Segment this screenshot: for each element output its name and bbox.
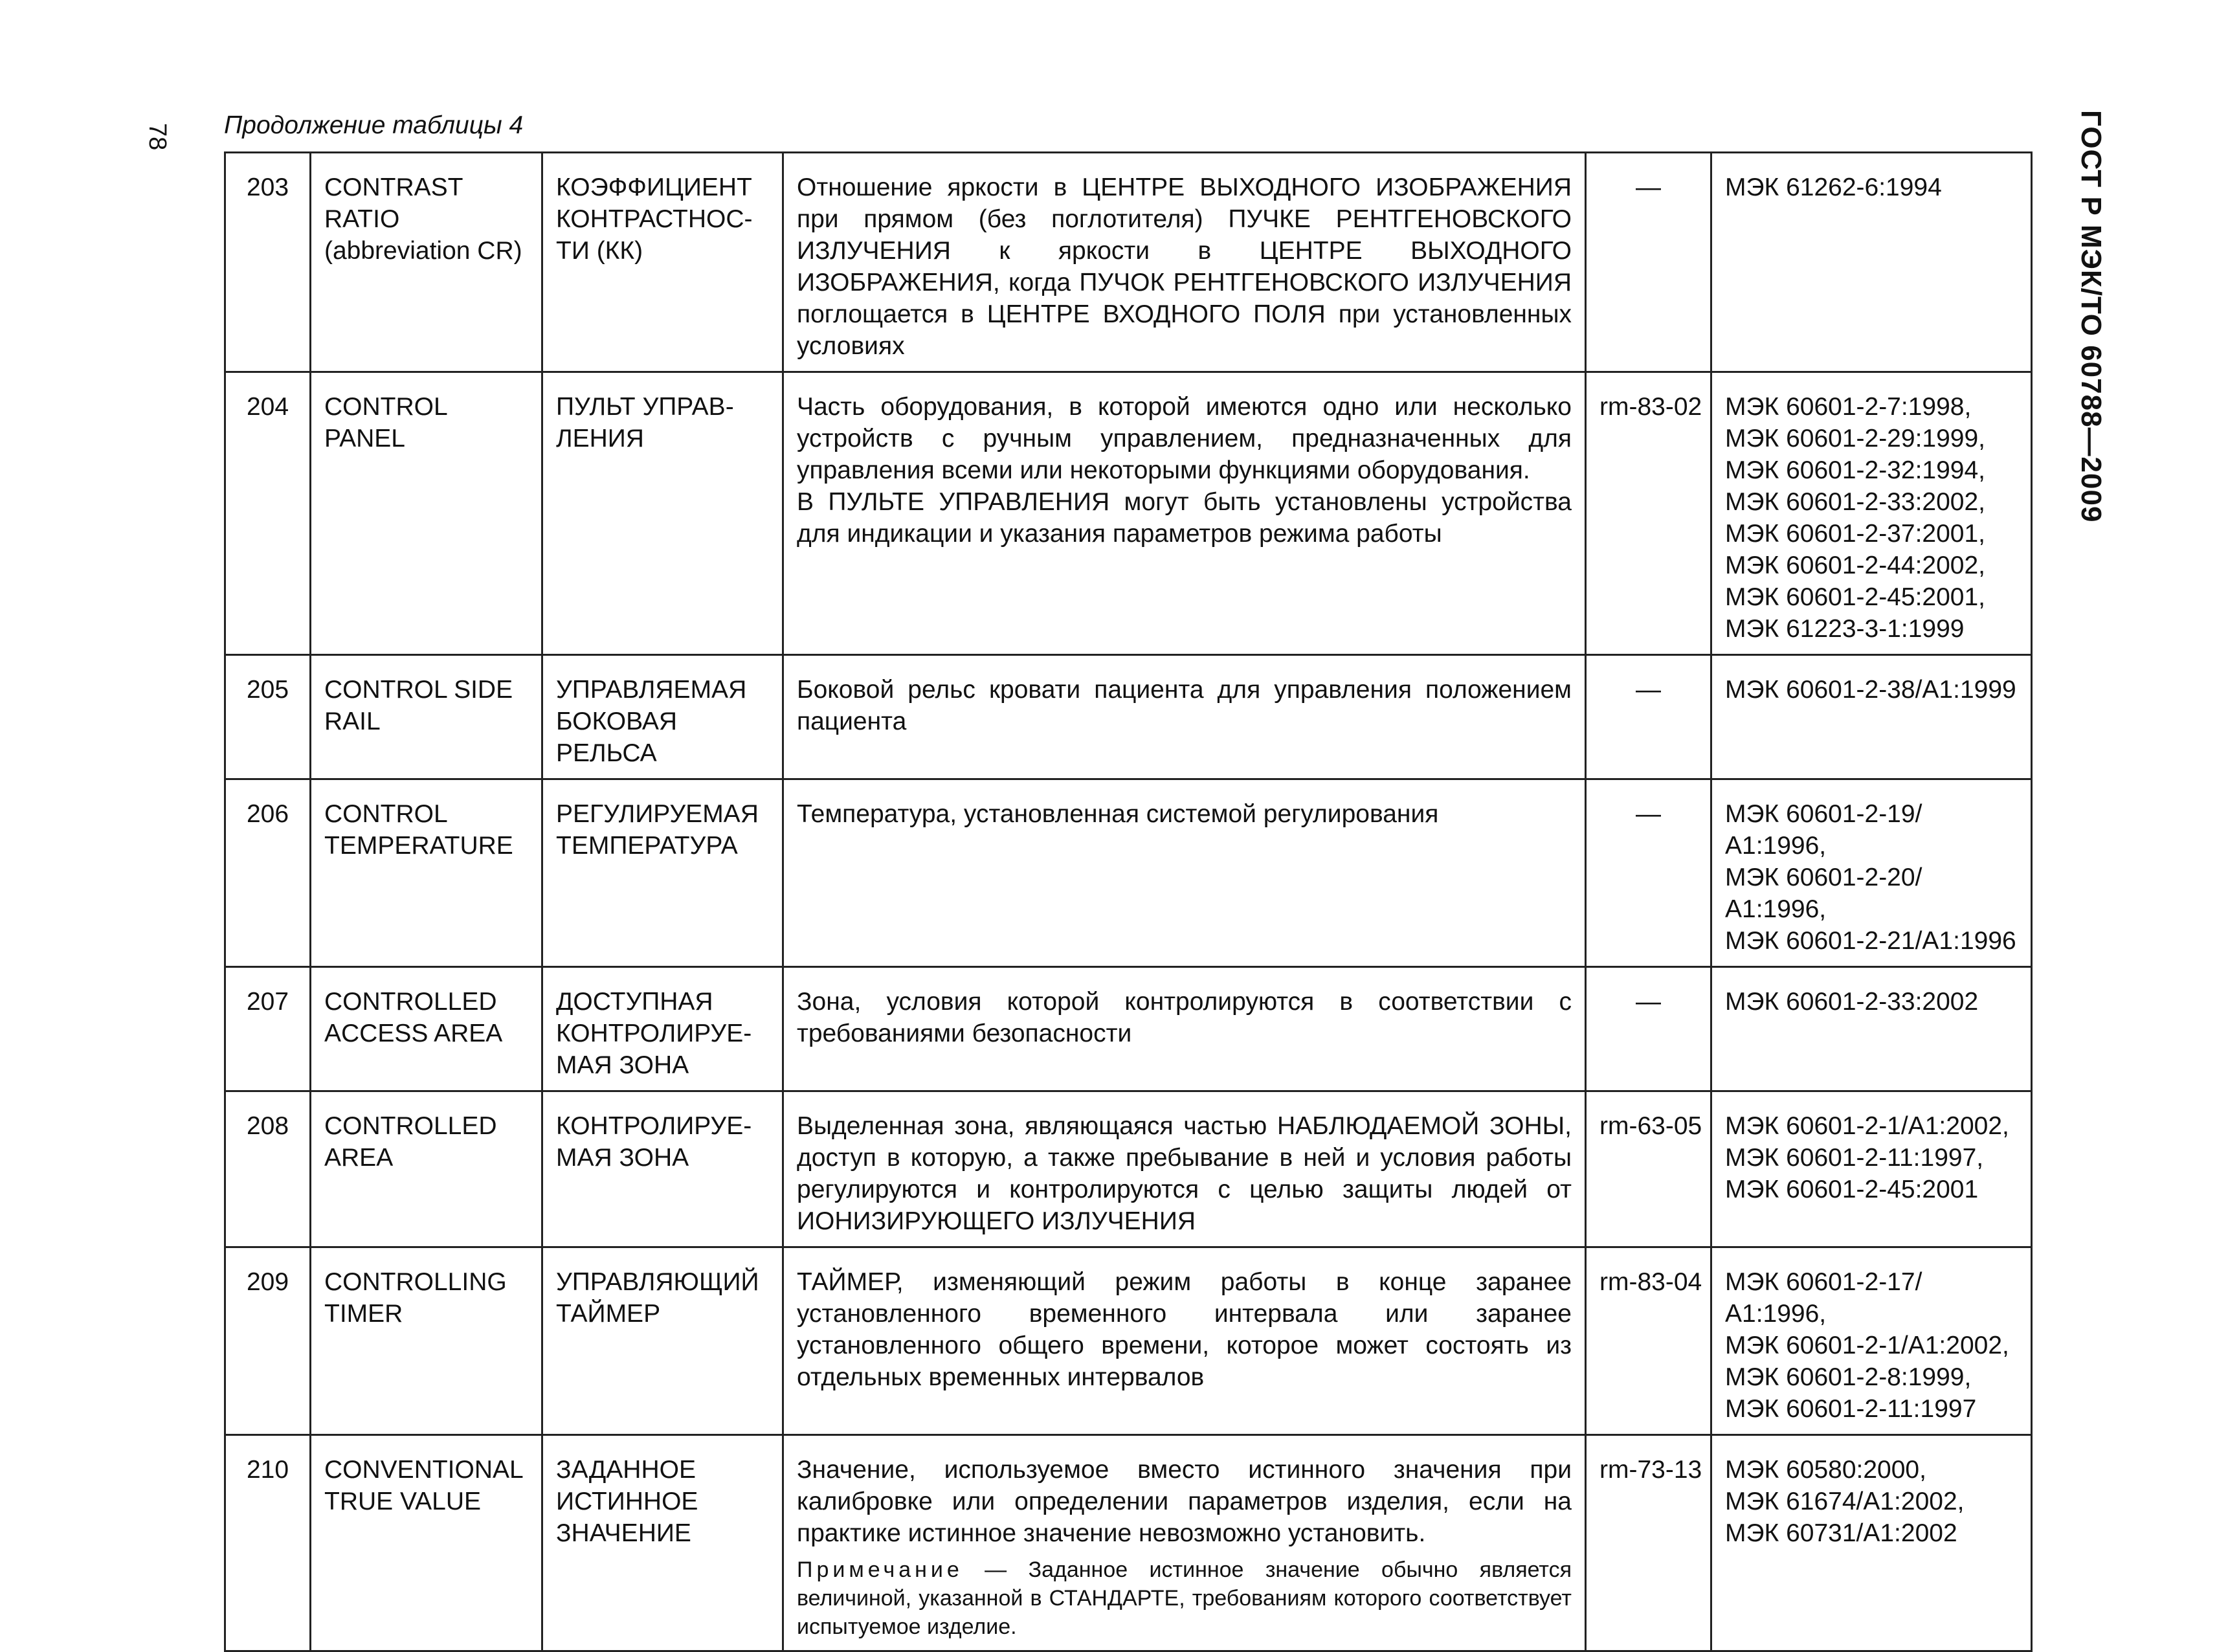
term-english: CONTROLLED AREA xyxy=(311,1091,542,1247)
term-russian: ДОСТУПНАЯ КОНТРОЛИРУЕ- МАЯ ЗОНА xyxy=(542,967,783,1091)
definition-note xyxy=(797,1556,1572,1641)
definition-text: Температура, установленная системой регулирования xyxy=(797,800,1439,828)
term-number: 204 xyxy=(225,372,311,655)
term-english: CONTROL SIDE RAIL xyxy=(311,655,542,779)
term-english: CONTROL TEMPERATURE xyxy=(311,779,542,967)
term-russian: УПРАВЛЯЕМАЯ БОКОВАЯ РЕЛЬСА xyxy=(542,655,783,779)
term-definition xyxy=(783,1247,1586,1435)
note-text: — Заданное истинное значение обычно является величиной, указанной в СТАНДАРТЕ, требованиям которого соответствует испытуемое изделие. xyxy=(797,1557,1572,1639)
table-row xyxy=(225,1247,2032,1435)
term-definition xyxy=(783,779,1586,967)
table-row xyxy=(225,1091,2032,1247)
term-number: 205 xyxy=(225,655,311,779)
term-russian: РЕГУЛИРУЕМАЯ ТЕМПЕРАТУРА xyxy=(542,779,783,967)
definition-text: Часть оборудования, в которой имеются одно или несколько устройств с ручным управлением, предназначенных для управления всеми или некоторыми функциями оборудования. xyxy=(797,393,1572,484)
term-reference-code: — xyxy=(1586,967,1711,1091)
definition-text: Выделенная зона, являющаяся частью НАБЛЮДАЕМОЙ ЗОНЫ, доступ в которую, а также пребывание в ней и условия работы регулируются и контролируются с целью защиты людей от ИОНИЗИРУЮЩЕГО ИЗЛУЧЕНИЯ xyxy=(797,1112,1572,1235)
term-reference-code: — xyxy=(1586,779,1711,967)
definition-text: Боковой рельс кровати пациента для управления положением пациента xyxy=(797,676,1572,735)
term-definition xyxy=(783,1091,1586,1247)
term-reference-code: — xyxy=(1586,153,1711,372)
term-russian: КОЭФФИЦИЕНТ КОНТРАСТНОС- ТИ (КК) xyxy=(542,153,783,372)
term-standards: МЭК 60601-2-1/А1:2002, МЭК 60601-2-11:1997, МЭК 60601-2-45:2001 xyxy=(1711,1091,2032,1247)
term-english: CONTROLLING TIMER xyxy=(311,1247,542,1435)
table-row xyxy=(225,372,2032,655)
document-standard-header: ГОСТ Р МЭК/ТО 60788—2009 xyxy=(2075,110,2107,523)
term-russian: ЗАДАННОЕ ИСТИННОЕ ЗНАЧЕНИЕ xyxy=(542,1435,783,1651)
term-english: CONTRAST RATIO (abbreviation CR) xyxy=(311,153,542,372)
term-english: CONTROLLED ACCESS AREA xyxy=(311,967,542,1091)
term-number: 210 xyxy=(225,1435,311,1651)
table-row xyxy=(225,153,2032,372)
term-russian: УПРАВЛЯЮЩИЙ ТАЙМЕР xyxy=(542,1247,783,1435)
term-standards: МЭК 60601-2-33:2002 xyxy=(1711,967,2032,1091)
term-reference-code: rm-73-13 xyxy=(1586,1435,1711,1651)
definition-text: ТАЙМЕР, изменяющий режим работы в конце заранее установленного временного интервала или заранее установленного общего времени, которое может состоять из отдельных временных интервалов xyxy=(797,1268,1572,1391)
term-number: 203 xyxy=(225,153,311,372)
definition-text: Значение, используемое вместо истинного значения при калибровке или определении параметров изделия, если на практике истинное значение невозможно установить. xyxy=(797,1456,1572,1547)
term-reference-code: rm-83-02 xyxy=(1586,372,1711,655)
term-standards: МЭК 60580:2000, МЭК 61674/А1:2002, МЭК 60731/А1:2002 xyxy=(1711,1435,2032,1651)
term-definition xyxy=(783,153,1586,372)
term-reference-code: — xyxy=(1586,655,1711,779)
term-definition xyxy=(783,967,1586,1091)
page-number: 78 xyxy=(144,123,171,151)
term-english: CONVENTIONAL TRUE VALUE xyxy=(311,1435,542,1651)
table-row xyxy=(225,1435,2032,1651)
term-standards: МЭК 61262-6:1994 xyxy=(1711,153,2032,372)
term-reference-code: rm-63-05 xyxy=(1586,1091,1711,1247)
term-number: 206 xyxy=(225,779,311,967)
term-definition xyxy=(783,372,1586,655)
term-definition xyxy=(783,1435,1586,1651)
term-definition xyxy=(783,655,1586,779)
term-reference-code: rm-83-04 xyxy=(1586,1247,1711,1435)
table-row xyxy=(225,779,2032,967)
term-russian: ПУЛЬТ УПРАВ- ЛЕНИЯ xyxy=(542,372,783,655)
note-label: Примечание xyxy=(797,1557,963,1582)
term-number: 207 xyxy=(225,967,311,1091)
term-number: 209 xyxy=(225,1247,311,1435)
term-number: 208 xyxy=(225,1091,311,1247)
term-standards: МЭК 60601-2-19/А1:1996, МЭК 60601-2-20/А1:1996, МЭК 60601-2-21/А1:1996 xyxy=(1711,779,2032,967)
table-row xyxy=(225,967,2032,1091)
table-row xyxy=(225,655,2032,779)
term-english: CONTROL PANEL xyxy=(311,372,542,655)
definition-text-continued: В ПУЛЬТЕ УПРАВЛЕНИЯ могут быть установлены устройства для индикации и указания параметров режима работы xyxy=(797,488,1572,548)
term-russian: КОНТРОЛИРУЕ- МАЯ ЗОНА xyxy=(542,1091,783,1247)
term-standards: МЭК 60601-2-38/А1:1999 xyxy=(1711,655,2032,779)
table-continuation-caption: Продолжение таблицы 4 xyxy=(224,111,524,139)
definition-text: Зона, условия которой контролируются в соответствии с требованиями безопасности xyxy=(797,988,1572,1047)
term-standards: МЭК 60601-2-17/А1:1996, МЭК 60601-2-1/А1:2002, МЭК 60601-2-8:1999, МЭК 60601-2-11:1997 xyxy=(1711,1247,2032,1435)
term-standards: МЭК 60601-2-7:1998, МЭК 60601-2-29:1999, МЭК 60601-2-32:1994, МЭК 60601-2-33:2002, МЭК 60601-2-37:2001, МЭК 60601-2-44:2002, МЭК 60601-2-45:2001, МЭК 61223-3-1:1999 xyxy=(1711,372,2032,655)
definition-text: Отношение яркости в ЦЕНТРЕ ВЫХОДНОГО ИЗОБРАЖЕНИЯ при прямом (без поглотителя) ПУЧКЕ РЕНТГЕНОВСКОГО ИЗЛУЧЕНИЯ к яркости в ЦЕНТРЕ ВЫХОДНОГО ИЗОБРАЖЕНИЯ, когда ПУЧОК РЕНТГЕНОВСКОГО ИЗЛУЧЕНИЯ поглощается в ЦЕНТРЕ ВХОДНОГО ПОЛЯ при установленных условиях xyxy=(797,173,1572,360)
terms-table xyxy=(224,151,2033,1652)
